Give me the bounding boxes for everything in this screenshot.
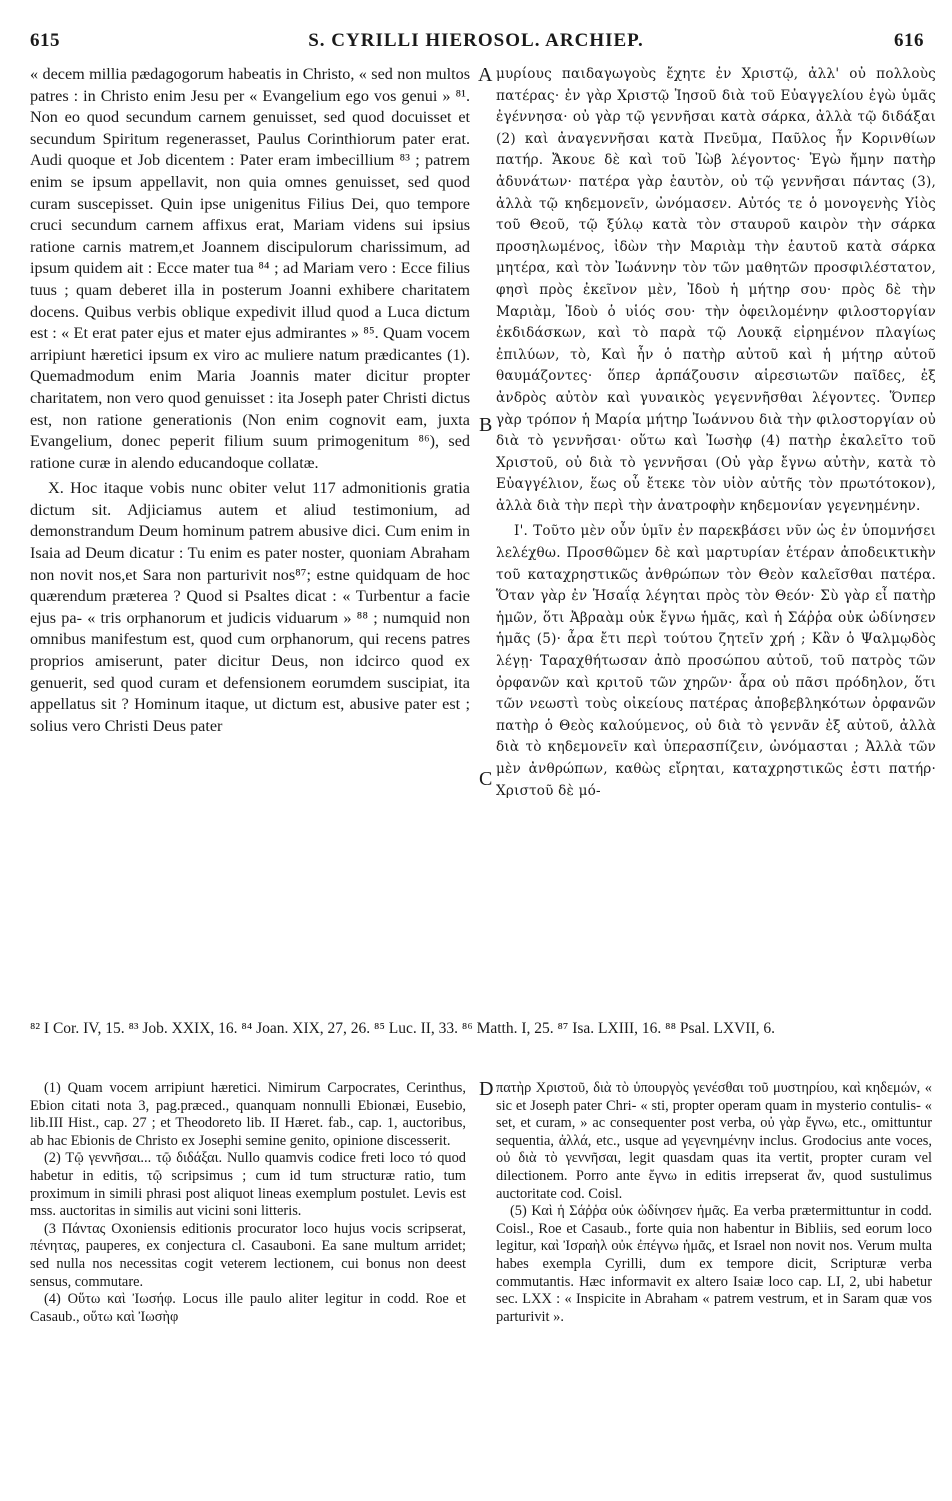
latin-paragraph-2: X. Hoc itaque vobis nunc obiter velut 117 admonitionis gratia dictum sit. Adjiciamus autem et aliud testimonium, ad demonstrandum Deum hominum patrem abusive dici. Cum enim in Isaia ad Deum dicatur : Tu enim es pater noster, quoniam Abraham non novit nos,et Sara non parturivit nos⁸⁷; estne quidquam de hoc quærendum præterea ? Quod si Psaltes dicat : « Turbentur a facie ejus pa- « tris orphanorum et judicis viduarum » ⁸⁸ ; numquid non omnibus manifestum est, quod cum orphanorum, qui recens patres proprios amiserunt, pater dicitur Deus, non idcirco quod ex genuerit, sed quod curam et defensionem eorumdem suscipiat, ita appellatus sit ? Hominum itaque, ut dictum est, abusive pater est ; solius vero Christi Deus pater xyxy=(30,479,470,735)
notes-right-column xyxy=(496,1080,932,1326)
note-3: (3 Πάντας Oxoniensis editionis procurator loco hujus vocis scripserat, πένητας, pauperes, ex conjectura cl. Casauboni. Ea sane multum arridet; sed nulla nos necessitas cogit veterem lectionem, cui bonus non deest sensus, commutare. xyxy=(30,1220,466,1290)
note-4-continued: πατὴρ Χριστοῦ, διὰ τὸ ὑπουργὸς γενέσθαι τοῦ μυστηρίου, καὶ κηδεμών, « sic et Joseph pater Chri- « sti, propter operam quam in mysterio contulis- « set, et curam, » ac consequenter post verba, οὐ γὰρ ἔγνω, etc., omittuntur sequentia, ἀλλά, etc., usque ad γεγενημένην inclus. Grodocius ante voces, οὐ διὰ τὸ γεννῆσαι, legit quasdam quas ita vertit, propter curam vel dilectionem. Porro ante ἔγνω in editis irrepserat ἄν, quod sustulimus auctoritate cod. Coisl. xyxy=(496,1080,932,1202)
section-marker-b: B xyxy=(479,414,493,436)
latin-paragraph-1: « decem millia pædagogorum habeatis in Christo, « sed non multos patres : in Christo enim Jesu per « Evangelium ego vos genui » ⁸¹. Non eo quod secundum carnem genuisset, sed quod docuisset et secundum Spiritum regenerasset, Paulus Corinthiorum pater erat. Audi quoque et Job dicentem : Pater eram imbecillium ⁸³ ; patrem enim se ipsum appellavit, non quia omnes genuisset, sed quod curam suscepisset. Quin ipse unigenitus Filius Dei, quo tempore cruci secundum carnem affixus erat, Mariam videns sui ipsius ratione carnis matrem,et Joannem discipulorum charissimum, ad ipsum quidem ait : Ecce mater tua ⁸⁴ ; ad Mariam vero : Ecce filius tuus ; quam deberet illa in posterum Joanni exhibere charitatem docens. Quibus verbis oblique expedivit illud quod a Luca dictum est : « Et erat pater ejus et mater ejus admirantes » ⁸⁵. Quam vocem arripiunt hæretici ipsum ex viro ac muliere natum prædicantes (1). Quemadmodum enim Maria Joannis mater dicitur propter charitatem, non vero quod genuisset : ita Joseph pater Christi dictus est, non ratione generationis (Non enim cognovit eam, juxta Evangelium, donec peperit filium suum primogenitum ⁸⁶), sed ratione curæ in alendo educandoque collatæ. xyxy=(30,65,470,472)
note-5: (5) Καὶ ἡ Σάῤῥα οὐκ ὠδίνησεν ἡμᾶς. Ea verba prætermittuntur in codd. Coisl., Roe et Casaub., forte quia non habentur in Bibliis, sed eorum loco legitur, καὶ Ἰσραὴλ οὐκ ἐπέγνω ἡμᾶς, et Israel non novit nos. Verum multa habes exempla Cyrilli, dum ex tempore dicit, Scripturæ verba commutantis. Hæc informavit ex altero Isaiæ loco cap. LI, 2, ubi habetur sec. LXX : « Inspicite in Abraham « patrem vestrum, et in Saram quæ vos parturivit ». xyxy=(496,1203,932,1325)
notes-left-column xyxy=(30,1080,466,1326)
note-1: (1) Quam vocem arripiunt hæretici. Nimirum Carpocrates, Cerinthus, Ebion citati nota 3, pag.præced., quanquam nonnulli Ebionæi, Eusebio, lib.III Hist., cap. 27 ; et Theodoreto lib. II Hæret. fab., cap. 1, auctoribus, ab hac Ebionis de Christo ex Josephi semine genito, opinione discesserit. xyxy=(30,1080,466,1149)
section-marker-c: C xyxy=(479,768,493,790)
note-4: (4) Οὕτω καὶ Ἰωσήφ. Locus ille paulo aliter legitur in codd. Roe et Casaub., οὕτω καὶ Ἰωσὴφ xyxy=(30,1291,466,1325)
section-marker-d: D xyxy=(479,1078,494,1100)
greek-paragraph-2: Ι'. Τοῦτο μὲν οὖν ὑμῖν ἐν παρεκβάσει νῦν ὡς ἐν ὑπομνήσει λελέχθω. Προσθῶμεν δὲ καὶ μαρτυρίαν ἑτέραν ἀποδεικτικὴν τοῦ καταχρηστικῶς ἀνθρώπων τὸν Θεὸν καλεῖσθαι πατέρα. Ὅταν γὰρ ἐν Ἡσαΐᾳ λέγηται πρὸς τὸν Θεόν· Σὺ γὰρ εἶ πατὴρ ἡμῶν, ὅτι Ἀβραὰμ οὐκ ἔγνω ἡμᾶς, καὶ ἡ Σάῤῥα οὐκ ὠδίνησεν ἡμᾶς (5)· ἆρα ἔτι περὶ τούτου ζητεῖν χρή ; Κἂν ὁ Ψαλμῳδὸς λέγῃ· Ταραχθήτωσαν ἀπὸ προσώπου αὐτοῦ, τοῦ πατρὸς τῶν ὀρφανῶν καὶ κριτοῦ τῶν χηρῶν· ἆρα οὐ πᾶσι πρόδηλον, ὅτι τῶν νεωστὶ τοὺς οἰκείους πατέρας ἀποβεβληκότων ὀρφανῶν πατὴρ ὁ Θεὸς καλούμενος, οὐ διὰ τὸ γεννᾶν ἐξ αὐτοῦ, ἀλλὰ διὰ τὸ κηδεμονεῖν καὶ ὑπερασπίζειν, ὠνόμασται ; Ἀλλὰ τῶν μὲν ἀνθρώπων, καθὼς εἴρηται, καταχρηστικῶς ἐστι πατήρ· Χριστοῦ δὲ μό- xyxy=(496,523,936,799)
page-number-right: 616 xyxy=(894,30,924,51)
scripture-references: ⁸² I Cor. IV, 15. ⁸³ Job. XXIX, 16. ⁸⁴ Joan. XIX, 27, 26. ⁸⁵ Luc. II, 33. ⁸⁶ Matth. I, 25. ⁸⁷ Isa. LXIII, 16. ⁸⁸ Psal. LXVII, 6. xyxy=(30,1020,776,1037)
greek-paragraph-1: μυρίους παιδαγωγοὺς ἔχητε ἐν Χριστῷ, ἀλλ' οὐ πολλοὺς πατέρας· ἐν γὰρ Χριστῷ Ἰησοῦ διὰ τοῦ Εὐαγγελίου ἐγὼ ὑμᾶς ἐγέννησα· οὐ γὰρ τῷ γεννῆσαι κατὰ σάρκα, ἀλλὰ τῷ διδάξαι (2) καὶ ἀναγεννῆσαι κατὰ Πνεῦμα, Παῦλος ἦν Κορινθίων πατήρ. Ἄκουε δὲ καὶ τοῦ Ἰὼβ λέγοντος· Ἐγὼ ἤμην πατὴρ ἀδυνάτων· πατέρα γὰρ ἑαυτὸν, οὐ τῷ γεννῆσαι πάντας (3), ἀλλὰ τῷ κηδεμονεῖν, ὠνόμασεν. Αὐτός τε ὁ μονογενὴς Υἱὸς τοῦ Θεοῦ, τῷ ξύλῳ κατὰ τὸν σταυροῦ καιρὸν τὴν σάρκα προσηλωμένος, ἰδὼν τὴν Μαριὰμ τὴν ἑαυτοῦ κατὰ σάρκα μητέρα, καὶ τὸν Ἰωάννην τὸν τῶν μαθητῶν προσφιλέστατον, φησὶ πρὸς ἐκεῖνον μὲν, Ἰδοὺ ἡ μήτηρ σου· πρὸς δὲ τὴν Μαριὰμ, Ἰδοὺ ὁ υἱός σου· τὴν ὀφειλομένην φιλοστοργίαν ἐκδιδάσκων, καὶ τὸ παρὰ τῷ Λουκᾷ εἰρημένον πλαγίως ἐπιλύων, τὸ, Καὶ ἦν ὁ πατὴρ αὐτοῦ καὶ ἡ μήτηρ αὐτοῦ θαυμάζοντες· ὅπερ ἁρπάζουσιν αἱρεσιωτῶν παῖδες, ἐξ ἀνδρὸς αὐτὸν καὶ γυναικὸς γεγεννῆσθαι λέγοντες. Ὅνπερ γὰρ τρόπον ἡ Μαρία μήτηρ Ἰωάννου διὰ τὴν φιλοστοργίαν οὐ διὰ τὸ γεννῆσαι· οὕτω καὶ Ἰωσὴφ (4) πατὴρ ἐκαλεῖτο τοῦ Χριστοῦ, οὐ διὰ τὸ γεννῆσαι (Οὐ γὰρ ἔγνω αὐτὴν, κατὰ τὸ Εὐαγγέλιον, ἕως οὗ ἔτεκε τὸν υἱὸν αὐτῆς τὸν πρωτότοκον), ἀλλὰ διὰ τὴν περὶ τὴν ἀνατροφὴν κηδεμονίαν γεγενημένην. xyxy=(496,66,936,514)
note-2: (2) Τῷ γεννῆσαι... τῷ διδάξαι. Nullo quamvis codice freti loco τό quod habetur in editis, τῷ scripsimus ; cum id tum structuræ ratio, tum proximum in simili phrasi post aliquot lineas exemplum postulet. Levis est mss. auctoritas in similis aut vicini soni litteris. xyxy=(30,1150,466,1220)
latin-column xyxy=(30,64,470,737)
running-title: S. CYRILLI HIEROSOL. ARCHIEP. xyxy=(308,30,644,51)
page-number-left: 615 xyxy=(30,30,60,51)
section-marker-a: A xyxy=(478,64,493,86)
greek-column xyxy=(496,64,936,802)
